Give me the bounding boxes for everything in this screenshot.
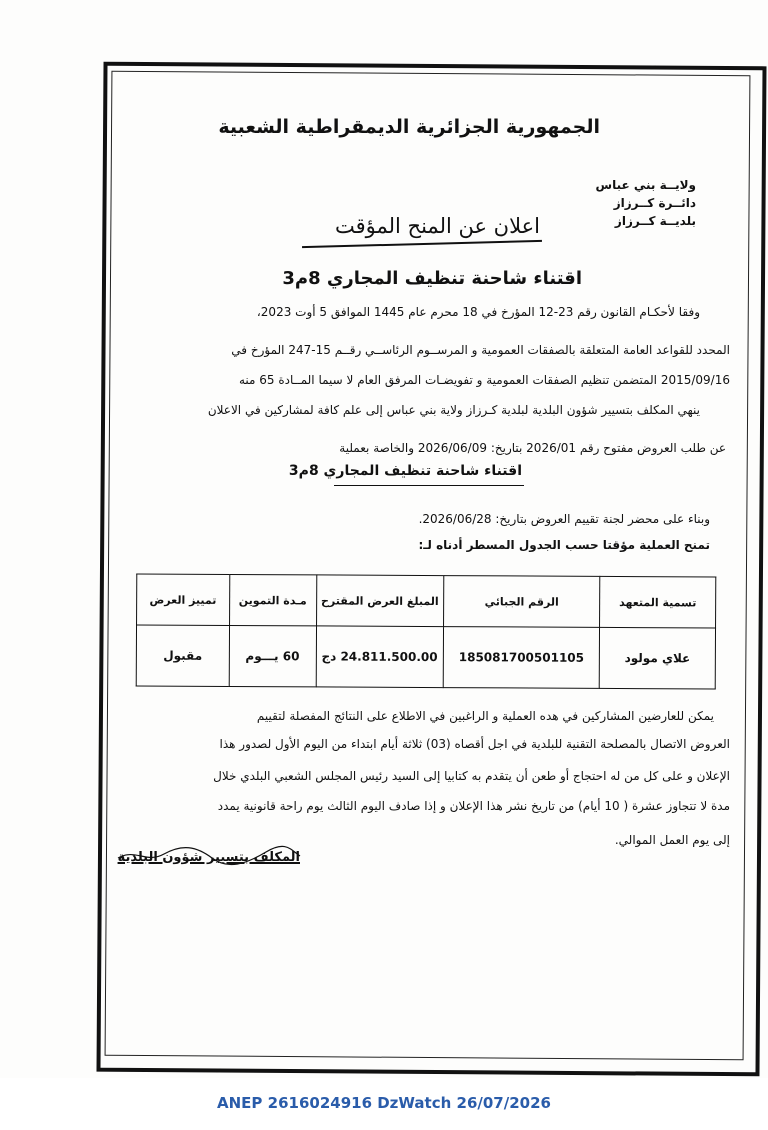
body-line-4: ينهي المكلف بتسيير شؤون البلدية لبلدية كـرزاز ولاية بني عباس إلى علم كافة لمشاركين في الاعلان (207, 403, 700, 417)
republic-header: الجمهورية الجزائرية الديمقراطية الشعبية (218, 116, 600, 138)
cell-tax-number: 185081700501105 (443, 627, 600, 689)
signature-scribble (116, 844, 302, 866)
body-line-1: وفقا لأحكـام القانون رقم 23-12 المؤرخ في 18 محرم عام 1445 الموافق 5 أوت 2023، (256, 305, 700, 319)
daira-line: دائــرة كــرزاز (613, 196, 696, 210)
cell-offer-status: مقبول (136, 625, 229, 686)
commune-line: بلديــة كــرزاز (614, 214, 696, 228)
closing-line-5: إلى يوم العمل الموالي. (614, 833, 730, 847)
body-line-3: 2015/09/16 المتضمن تنظيم الصفقات العمومية و تفويضـات المرفق العام لا سيما المــادة 65 منه (239, 373, 730, 387)
header-tax-number: الرقم الجبائي (443, 576, 600, 628)
document-content (117, 80, 730, 1040)
header-supply-duration: مـدة التموين (229, 574, 316, 625)
publication-footer: ANEP 2616024916 DzWatch 26/07/2026 (217, 1094, 551, 1112)
closing-line-3: الإعلان و على كل من له احتجاج أو طعن أن يتقدم به كتابيا إلى السيد رئيس المجلس الشعبي البلدي خلال (213, 769, 730, 783)
administrative-header (596, 176, 696, 230)
header-offer-status: تمييز العرض (137, 574, 230, 625)
closing-line-4: مدة لا تتجاوز عشرة ( 10 أيام) من تاريخ نشر هذا الإعلان و إذا صادف اليوم الثالث يوم راحة قانونية يمدد (217, 799, 730, 813)
body-line-5: عن طلب العروض مفتوح رقم 2026/01 بتاريخ: 2026/06/09 والخاصة بعملية (339, 441, 726, 455)
subject-repeat-underline (334, 485, 524, 486)
announcement-title: اعلان عن المنح المؤقت (334, 214, 540, 238)
evaluation-line: وبناء على محضر لجنة تقييم العروض بتاريخ: 2026/06/28. (418, 512, 710, 526)
closing-line-1: يمكن للعارضين المشاركين في هده العملية و الراغبين في الاطلاع على النتائج المفصلة لتقييم (256, 709, 714, 723)
subject-repeat: اقتناء شاحنة تنظيف المجاري 8م3 (288, 463, 522, 479)
cell-bidder: علاي مولود (599, 627, 715, 689)
subject-title: اقتناء شاحنة تنظيف المجاري 8م3 (282, 268, 582, 289)
signature-title: المكلف بتسيير شؤون البلدية (117, 850, 300, 865)
award-intro: تمنح العملية مؤقتا حسب الجدول المسطر أدناه لـ: (418, 538, 710, 552)
header-bidder: تسمية المتعهد (600, 576, 716, 628)
cell-supply-duration: 60 يـــوم (229, 625, 316, 686)
table-header-row (137, 574, 716, 628)
cell-offer-amount: 24.811.500.00 دج (316, 626, 444, 688)
body-line-2: المحدد للقواعد العامة المتعلقة بالصفقات العمومية و المرســوم الرئاســي رقــم 15-247 المؤرخ في (231, 343, 730, 357)
table-row (136, 625, 715, 689)
wilaya-line: ولايــة بني عباس (595, 178, 696, 192)
announcement-underline (302, 240, 542, 248)
award-table (136, 573, 717, 689)
header-offer-amount: المبلغ العرض المقترح (316, 575, 444, 627)
closing-line-2: العروض الاتصال بالمصلحة التقنية للبلدية في اجل أقصاه (03) ثلاثة أيام ابتداء من اليوم الأول لصدور هذا (219, 737, 730, 751)
